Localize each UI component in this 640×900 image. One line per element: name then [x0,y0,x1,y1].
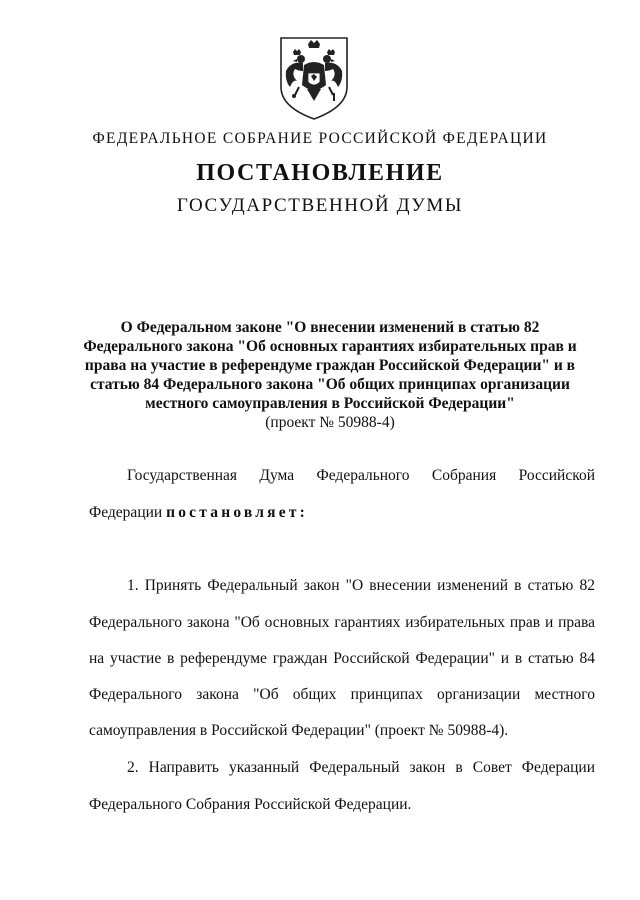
document-issuer: ГОСУДАРСТВЕННОЙ ДУМЫ [176,195,464,216]
preamble-line [89,504,595,522]
item-line: 1. Принять Федеральный закон "О внесении изменений в статью 82 [127,577,595,594]
item-line: Федерального Собрания Российской Федерации. [89,796,412,813]
document-type-title: ПОСТАНОВЛЕНИЕ [196,160,444,186]
subject-line: О Федеральном законе "О внесении изменений в статью 82 [120,319,540,336]
item-line: Федерального закона "Об основных гарантиях избирательных прав и права [89,614,595,631]
item-line: самоуправления в Российской Федерации" (проект № 50988-4). [89,722,509,739]
subject-line: права на участие в референдуме граждан Российской Федерации" и в [84,357,576,374]
russian-coat-of-arms-icon [277,35,351,121]
item-line: 2. Направить указанный Федеральный закон в Совет Федерации [127,759,595,776]
subject-line: статью 84 Федерального закона "Об общих принципах организации [90,376,570,393]
subject-line: Федерального закона "Об основных гарантиях избирательных прав и [83,338,577,355]
document-subject [70,318,590,432]
preamble-prefix: Федерации [89,504,167,521]
preamble-line: Государственная Дума Федерального Собрания Российской [127,467,595,484]
preamble-keyword: постановляет: [166,504,308,521]
organization-name: ФЕДЕРАЛЬНОЕ СОБРАНИЕ РОССИЙСКОЙ ФЕДЕРАЦИИ [92,130,548,147]
project-number: (проект № 50988-4) [265,414,395,431]
item-line: Федерального закона "Об общих принципах организации местного [89,686,595,703]
item-line: на участие в референдуме граждан Российской Федерации" и в статью 84 [89,650,595,667]
subject-line: местного самоуправления в Российской Федерации" [145,395,515,412]
